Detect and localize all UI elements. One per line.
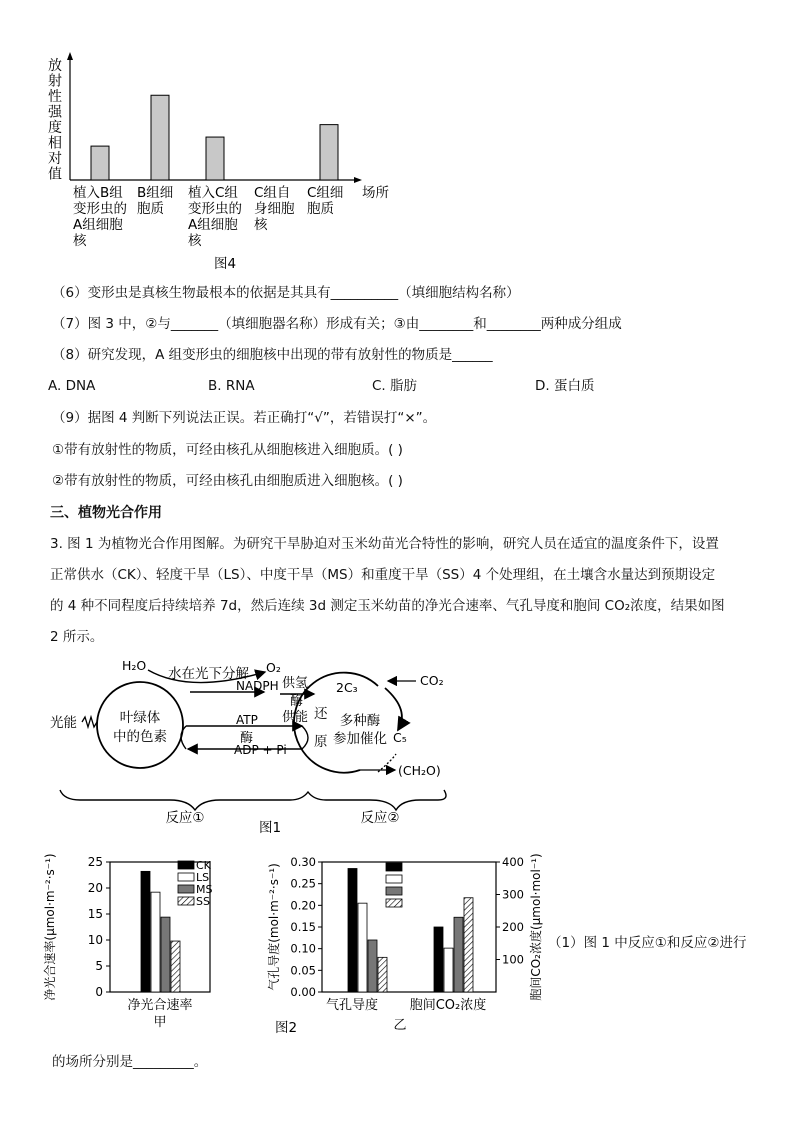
- enzyme-label-line-2: 参加催化: [333, 731, 387, 747]
- section-3-paragraph-line-4: 2 所示。: [50, 629, 104, 645]
- fig4-category-label: 核: [254, 217, 268, 233]
- section-3-paragraph-line-1: 3. 图 1 为植物光合作用图解。为研究干旱胁迫对玉米幼苗光合特性的影响，研究人员在适宜的温度条件下，设置: [50, 536, 719, 552]
- fig4-bar: [91, 146, 109, 180]
- fig4-x-axis-end-label: 场所: [362, 185, 389, 201]
- fig4-y-label-char: 对: [48, 151, 62, 167]
- q8-option-a: A. DNA: [48, 378, 96, 394]
- jia-legend-label: CK: [196, 859, 211, 872]
- adp-loop: [302, 726, 308, 749]
- ch2o-arrow: [378, 754, 396, 772]
- q8-option-d: D. 蛋白质: [535, 378, 595, 394]
- yi-legend-swatch: [386, 863, 402, 871]
- yi-bar-co2: [434, 927, 443, 992]
- question-6: （6）变形虫是真核生物最根本的依据是其具有__________（填细胞结构名称）: [52, 285, 520, 301]
- yi-y-axis-label: 气孔导度(mol·m⁻²·s⁻¹): [267, 863, 281, 991]
- calvin-cycle-c5-arc: [385, 688, 402, 730]
- fig4-category-label: 胞质: [137, 201, 164, 217]
- fig4-caption: 图4: [213, 256, 237, 272]
- fig4-category-label: 核: [188, 233, 202, 249]
- yi-y-tick-label: 0.15: [290, 920, 316, 934]
- question-7: （7）图 3 中，②与_______（填细胞器名称）形成有关；③由________和________两种成分组成: [52, 316, 622, 332]
- fig4-y-label-char: 强: [48, 104, 62, 121]
- jia-title: 甲: [153, 1015, 167, 1030]
- hydrogen-supply-label: 供氢: [282, 676, 309, 691]
- yi-x-label-1: 气孔导度: [325, 998, 379, 1013]
- yi-y-tick-label: 0.00: [290, 985, 316, 999]
- yi-y2-tick-label: 200: [502, 920, 524, 934]
- fig4-y-axis-label: [48, 58, 63, 183]
- fig4-y-label-char: 放: [48, 58, 62, 74]
- jia-y-tick-label: 10: [87, 933, 103, 947]
- fig4-category-label: C组细: [307, 185, 344, 201]
- yi-y-tick-label: 0.30: [290, 855, 316, 869]
- q8-option-c: C. 脂肪: [372, 378, 418, 394]
- jia-legend-label: LS: [196, 871, 210, 884]
- yi-bar-co2: [454, 917, 463, 992]
- question-1-part-2: 的场所分别是_________。: [52, 1054, 208, 1070]
- pigment-label-line-1: 叶绿体: [119, 710, 161, 726]
- fig4-bar: [206, 137, 224, 180]
- fig4-category-label: A组细胞: [73, 217, 123, 233]
- fig4-y-label-char: 性: [48, 89, 62, 105]
- yi-y2-axis-label: 胞间CO₂浓度(μmol·mol⁻¹): [529, 853, 543, 1001]
- section-3-paragraph-line-2: 正常供水（CK）、轻度干旱（LS）、中度干旱（MS）和重度干旱（SS）4 个处理组，在土壤含水量达到预期设定: [50, 567, 716, 583]
- question-9-item-1: ①带有放射性的物质，可经由核孔从细胞核进入细胞质。( ): [52, 442, 403, 458]
- fig2-caption: 图2: [274, 1020, 298, 1036]
- figure-2-charts: [40, 842, 550, 1042]
- yi-title: 乙: [393, 1018, 407, 1033]
- jia-bar: [171, 941, 180, 992]
- fig4-category-label: 胞质: [307, 201, 334, 217]
- jia-y-tick-label: 25: [87, 855, 103, 869]
- reduction-label-yuan: 原: [314, 734, 328, 750]
- fig4-y-label-char: 值: [48, 166, 62, 183]
- fig4-y-label-char: 射: [48, 73, 62, 90]
- jia-x-label: 净光合速率: [127, 998, 193, 1013]
- yi-bar-stomatal: [378, 957, 387, 992]
- c3-label: 2C₃: [336, 680, 358, 695]
- fig4-category-label: B组细: [137, 185, 174, 201]
- figure-1-diagram: [40, 650, 460, 840]
- jia-y-tick-label: 20: [87, 881, 103, 895]
- jia-legend-swatch: [178, 861, 194, 869]
- fig4-y-arrow: [67, 52, 73, 60]
- reaction-2-label: 反应②: [360, 810, 400, 826]
- jia-bar: [151, 892, 160, 992]
- co2-label: CO₂: [420, 673, 444, 688]
- yi-bar-stomatal: [368, 940, 377, 992]
- yi-y2-tick-label: 100: [502, 952, 524, 967]
- fig4-bar: [320, 125, 338, 180]
- fig4-y-label-char: 度: [48, 120, 62, 136]
- water-split-label: 水在光下分解: [168, 666, 249, 682]
- fig4-category-label: A组细胞: [188, 217, 238, 233]
- yi-bar-stomatal: [358, 903, 367, 992]
- o2-label: O₂: [266, 660, 281, 675]
- energy-supply-label: 供能: [282, 710, 309, 725]
- nadph-enzyme-label: 酶: [290, 694, 304, 709]
- yi-bar-co2: [464, 898, 473, 992]
- jia-legend-swatch: [178, 873, 194, 881]
- jia-legend-swatch: [178, 885, 194, 893]
- pigment-label-line-2: 中的色素: [113, 729, 167, 745]
- q8-option-b: B. RNA: [208, 378, 255, 394]
- jia-legend-label: MS: [196, 883, 213, 896]
- fig4-category-label: 植入C组: [188, 185, 238, 201]
- fig4-category-label: 核: [73, 233, 87, 249]
- jia-y-tick-label: 5: [95, 959, 103, 973]
- yi-legend-swatch: [386, 899, 402, 907]
- yi-y-tick-label: 0.25: [290, 876, 316, 891]
- reduction-label-huan: 还: [314, 706, 328, 722]
- fig4-category-label: 植入B组: [73, 185, 123, 201]
- light-energy-squiggle: [82, 717, 97, 727]
- jia-y-axis-label: 净光合速率(μmol·m⁻²·s⁻¹): [43, 853, 57, 1001]
- jia-bar: [161, 917, 170, 992]
- jia-legend-swatch: [178, 897, 194, 905]
- fig4-x-arrow: [354, 177, 362, 183]
- jia-bar: [141, 871, 150, 992]
- yi-y-tick-label: 0.05: [290, 963, 316, 978]
- reaction-brace: [60, 790, 446, 810]
- ch2o-label: (CH₂O): [398, 763, 441, 778]
- atp-label: ATP: [236, 713, 258, 727]
- question-9-item-2: ②带有放射性的物质，可经由核孔由细胞质进入细胞核。( ): [52, 473, 403, 489]
- figure-4-chart: [40, 50, 410, 280]
- yi-y-tick-label: 0.20: [290, 898, 316, 913]
- nadph-label: NADPH: [236, 679, 279, 693]
- jia-y-tick-label: 15: [87, 907, 103, 921]
- c5-label: C₅: [393, 730, 407, 745]
- reaction-1-label: 反应①: [165, 810, 205, 826]
- section-3-title: 三、植物光合作用: [50, 505, 162, 521]
- jia-legend-label: SS: [196, 895, 210, 908]
- fig1-caption: 图1: [258, 820, 282, 836]
- fig4-category-label: 身细胞: [254, 201, 295, 217]
- yi-bar-co2: [444, 948, 453, 992]
- atp-enzyme-label: 酶: [240, 731, 254, 746]
- h2o-label: H₂O: [122, 658, 147, 673]
- fig4-y-label-char: 相: [48, 135, 62, 152]
- yi-y2-tick-label: 400: [502, 855, 524, 869]
- light-energy-label: 光能: [50, 715, 77, 731]
- question-8: （8）研究发现，A 组变形虫的细胞核中出现的带有放射性的物质是______: [52, 347, 493, 363]
- yi-bar-stomatal: [348, 869, 357, 993]
- yi-y2-tick-label: 300: [502, 887, 524, 902]
- yi-y-tick-label: 0.10: [290, 941, 316, 956]
- fig4-category-label: 变形虫的: [73, 201, 127, 217]
- question-1-part-1: （1）图 1 中反应①和反应②进行: [548, 935, 747, 951]
- enzyme-label-line-1: 多种酶: [339, 713, 381, 729]
- section-3-paragraph-line-3: 的 4 种不同程度后持续培养 7d，然后连续 3d 测定玉米幼苗的净光合速率、气孔导度和胞间 CO₂浓度，结果如图: [50, 598, 725, 614]
- fig4-category-label: C组自: [254, 185, 291, 201]
- yi-legend-swatch: [386, 875, 402, 883]
- yi-legend-swatch: [386, 887, 402, 895]
- adp-label: ADP + Pi: [234, 743, 287, 757]
- yi-x-label-2: 胞间CO₂浓度: [409, 998, 487, 1013]
- question-9: （9）据图 4 判断下列说法正误。若正确打“√”，若错误打“×”。: [52, 410, 437, 426]
- jia-y-tick-label: 0: [95, 985, 103, 999]
- fig4-category-label: 变形虫的: [188, 201, 242, 217]
- fig4-bar: [151, 95, 169, 180]
